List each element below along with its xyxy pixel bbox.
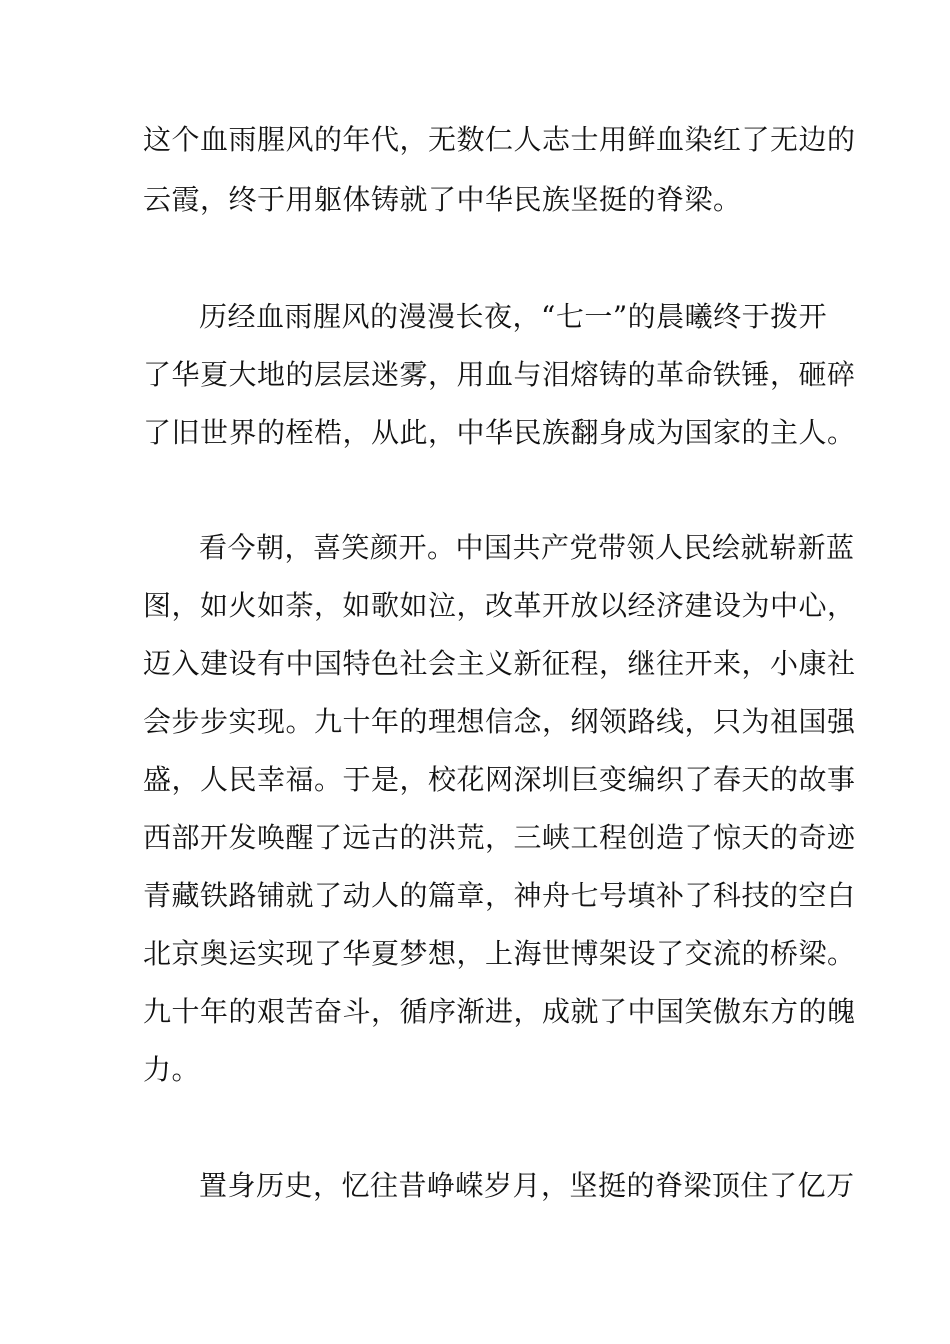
paragraph-2-line-1: 历经血雨腥风的漫漫长夜，“七一”的晨曦终于拨开 xyxy=(199,300,828,333)
paragraph-2-line-2: 了华夏大地的层层迷雾，用血与泪熔铸的革命铁锤，砸碎 xyxy=(143,358,856,391)
paragraph-2-line-3: 了旧世界的桎梏，从此，中华民族翻身成为国家的主人。 xyxy=(143,416,856,449)
paragraph-3-line-2: 图，如火如荼，如歌如泣，改革开放以经济建设为中心， xyxy=(143,589,856,622)
paragraph-3-line-7: 青藏铁路铺就了动人的篇章，神舟七号填补了科技的空白 xyxy=(143,879,856,912)
paragraph-4-line-1: 置身历史，忆往昔峥嵘岁月，坚挺的脊梁顶住了亿万 xyxy=(199,1169,855,1202)
paragraph-1-line-1: 这个血雨腥风的年代，无数仁人志士用鲜血染红了无边的 xyxy=(143,123,856,156)
paragraph-3-line-10: 力。 xyxy=(143,1053,201,1086)
paragraph-3-line-8: 北京奥运实现了华夏梦想，上海世博架设了交流的桥梁。 xyxy=(143,937,856,970)
paragraph-3-line-6: 西部开发唤醒了远古的洪荒，三峡工程创造了惊天的奇迹 xyxy=(143,821,856,854)
paragraph-3-line-4: 会步步实现。九十年的理想信念，纲领路线，只为祖国强 xyxy=(143,705,856,738)
paragraph-1-line-2: 云霞，终于用躯体铸就了中华民族坚挺的脊梁。 xyxy=(143,183,742,216)
paragraph-3-line-5: 盛，人民幸福。于是，校花网深圳巨变编织了春天的故事 xyxy=(143,763,856,796)
paragraph-3-line-1: 看今朝，喜笑颜开。中国共产党带领人民绘就崭新蓝 xyxy=(199,531,855,564)
paragraph-3-line-9: 九十年的艰苦奋斗，循序渐进，成就了中国笑傲东方的魄 xyxy=(143,995,856,1028)
paragraph-3-line-3: 迈入建设有中国特色社会主义新征程，继往开来，小康社 xyxy=(143,647,856,680)
